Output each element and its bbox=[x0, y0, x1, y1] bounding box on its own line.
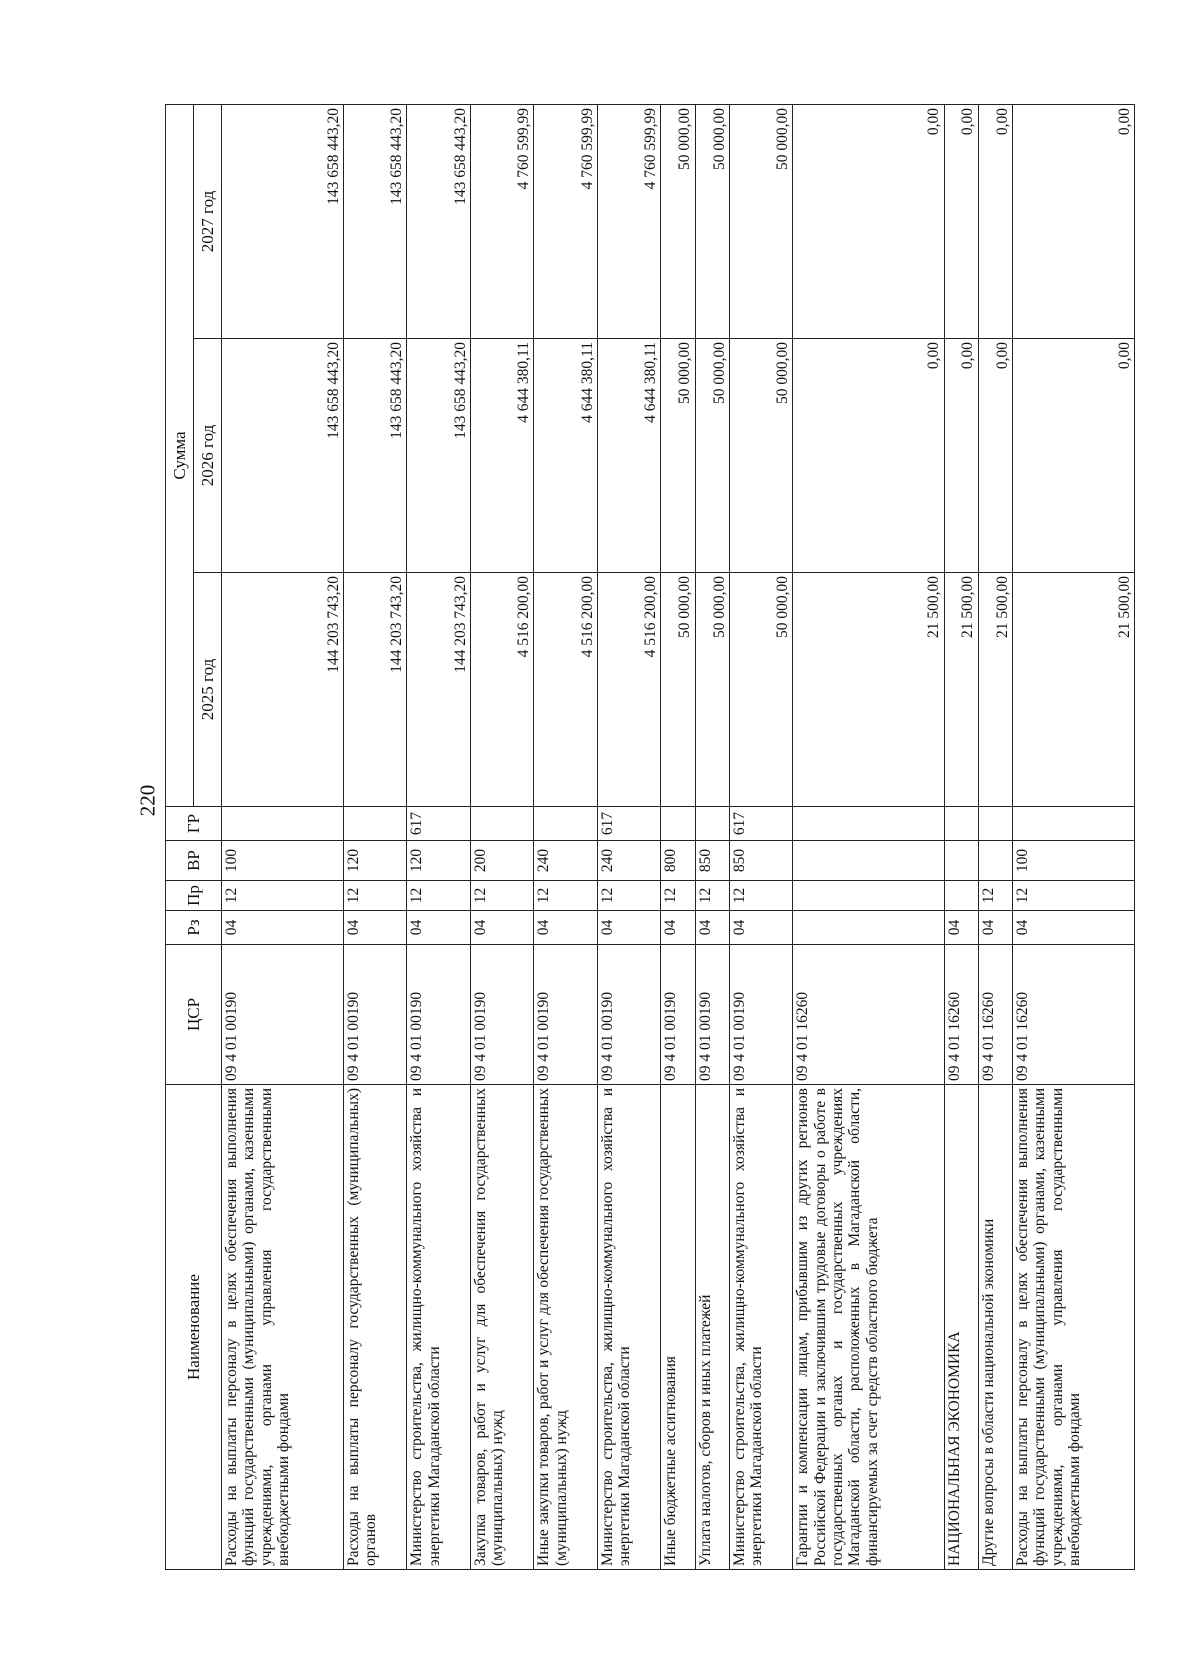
cell-csr: 09 4 01 00190 bbox=[729, 945, 792, 1085]
table-row bbox=[407, 104, 470, 1569]
cell-name: Министерство строительства, жилищно-коммунального хозяйства и энергетики Магаданской области bbox=[729, 1085, 792, 1570]
cell-amount-2026: 4 644 380,11 bbox=[534, 339, 597, 573]
cell-amount-2026: 0,00 bbox=[978, 339, 1012, 573]
cell-gr: 617 bbox=[407, 807, 470, 841]
header-name: Наименование bbox=[166, 1085, 222, 1570]
cell-name: НАЦИОНАЛЬНАЯ ЭКОНОМИКА bbox=[944, 1085, 978, 1570]
cell-amount-2025: 144 203 743,20 bbox=[343, 573, 406, 807]
cell-csr: 09 4 01 00190 bbox=[470, 945, 533, 1085]
cell-pr bbox=[944, 881, 978, 911]
table-row bbox=[944, 104, 978, 1569]
cell-gr bbox=[1013, 807, 1135, 841]
cell-vr: 850 bbox=[695, 841, 729, 881]
cell-amount-2027: 0,00 bbox=[793, 104, 944, 338]
page-number: 220 bbox=[135, 784, 160, 817]
table-row bbox=[695, 104, 729, 1569]
cell-amount-2025: 21 500,00 bbox=[944, 573, 978, 807]
cell-gr: 617 bbox=[729, 807, 792, 841]
cell-amount-2025: 50 000,00 bbox=[695, 573, 729, 807]
header-pr: Пр bbox=[166, 881, 222, 911]
cell-pr: 12 bbox=[222, 881, 344, 911]
cell-name: Гарантии и компенсации лицам, прибывшим из других регионов Российской Федерации и заключившим трудовые договоры о работе в государственных органах и государственных учреждениях Магаданской области, расположенных в Магаданской области, финансируемых за счет средств областного бюджета bbox=[793, 1085, 944, 1570]
header-vr: ВР bbox=[166, 841, 222, 881]
cell-amount-2026: 4 644 380,11 bbox=[470, 339, 533, 573]
cell-amount-2025: 4 516 200,00 bbox=[534, 573, 597, 807]
cell-amount-2027: 143 658 443,20 bbox=[407, 104, 470, 338]
cell-rz: 04 bbox=[222, 911, 344, 945]
cell-name: Иные бюджетные ассигнования bbox=[661, 1085, 695, 1570]
cell-amount-2026: 50 000,00 bbox=[661, 339, 695, 573]
cell-csr: 09 4 01 00190 bbox=[534, 945, 597, 1085]
cell-rz: 04 bbox=[534, 911, 597, 945]
cell-amount-2027: 50 000,00 bbox=[729, 104, 792, 338]
cell-csr: 09 4 01 16260 bbox=[978, 945, 1012, 1085]
cell-rz: 04 bbox=[470, 911, 533, 945]
cell-pr: 12 bbox=[407, 881, 470, 911]
cell-amount-2026: 50 000,00 bbox=[729, 339, 792, 573]
cell-amount-2027: 143 658 443,20 bbox=[343, 104, 406, 338]
cell-pr: 12 bbox=[661, 881, 695, 911]
cell-vr bbox=[944, 841, 978, 881]
cell-pr: 12 bbox=[343, 881, 406, 911]
cell-amount-2025: 144 203 743,20 bbox=[407, 573, 470, 807]
cell-amount-2027: 50 000,00 bbox=[695, 104, 729, 338]
table-row bbox=[222, 104, 344, 1569]
cell-amount-2027: 4 760 599,99 bbox=[597, 104, 660, 338]
cell-amount-2025: 50 000,00 bbox=[729, 573, 792, 807]
cell-vr: 850 bbox=[729, 841, 792, 881]
header-csr: ЦСР bbox=[166, 945, 222, 1085]
table-row bbox=[793, 104, 944, 1569]
cell-vr: 800 bbox=[661, 841, 695, 881]
cell-amount-2027: 0,00 bbox=[944, 104, 978, 338]
cell-name: Иные закупки товаров, работ и услуг для обеспечения государственных (муниципальных) нужд bbox=[534, 1085, 597, 1570]
table-row bbox=[661, 104, 695, 1569]
cell-vr: 120 bbox=[407, 841, 470, 881]
cell-amount-2025: 21 500,00 bbox=[978, 573, 1012, 807]
table-row bbox=[470, 104, 533, 1569]
cell-pr: 12 bbox=[695, 881, 729, 911]
cell-rz: 04 bbox=[978, 911, 1012, 945]
table-row bbox=[729, 104, 792, 1569]
cell-vr: 240 bbox=[597, 841, 660, 881]
header-gr: ГР bbox=[166, 807, 222, 841]
cell-name: Закупка товаров, работ и услуг для обеспечения государственных (муниципальных) нужд bbox=[470, 1085, 533, 1570]
cell-pr: 12 bbox=[470, 881, 533, 911]
cell-amount-2025: 21 500,00 bbox=[793, 573, 944, 807]
cell-amount-2027: 143 658 443,20 bbox=[222, 104, 344, 338]
cell-name: Расходы на выплаты персоналу государственных (муниципальных) органов bbox=[343, 1085, 406, 1570]
cell-amount-2026: 0,00 bbox=[1013, 339, 1135, 573]
cell-vr: 100 bbox=[222, 841, 344, 881]
cell-amount-2025: 50 000,00 bbox=[661, 573, 695, 807]
table-row bbox=[343, 104, 406, 1569]
cell-rz bbox=[793, 911, 944, 945]
cell-gr: 617 bbox=[597, 807, 660, 841]
cell-amount-2026: 143 658 443,20 bbox=[407, 339, 470, 573]
cell-amount-2026: 50 000,00 bbox=[695, 339, 729, 573]
budget-table bbox=[165, 104, 1135, 1570]
table-row bbox=[1013, 104, 1135, 1569]
cell-gr bbox=[534, 807, 597, 841]
cell-amount-2025: 21 500,00 bbox=[1013, 573, 1135, 807]
cell-gr bbox=[978, 807, 1012, 841]
cell-rz: 04 bbox=[343, 911, 406, 945]
table-row bbox=[597, 104, 660, 1569]
cell-gr bbox=[222, 807, 344, 841]
cell-rz: 04 bbox=[1013, 911, 1135, 945]
cell-amount-2026: 143 658 443,20 bbox=[343, 339, 406, 573]
cell-pr bbox=[793, 881, 944, 911]
cell-name: Министерство строительства, жилищно-коммунального хозяйства и энергетики Магаданской области bbox=[597, 1085, 660, 1570]
cell-vr bbox=[793, 841, 944, 881]
cell-amount-2025: 144 203 743,20 bbox=[222, 573, 344, 807]
cell-vr: 200 bbox=[470, 841, 533, 881]
cell-pr: 12 bbox=[978, 881, 1012, 911]
cell-csr: 09 4 01 00190 bbox=[407, 945, 470, 1085]
header-sum: Сумма bbox=[166, 104, 194, 806]
cell-amount-2025: 4 516 200,00 bbox=[470, 573, 533, 807]
cell-csr: 09 4 01 00190 bbox=[222, 945, 344, 1085]
cell-amount-2027: 0,00 bbox=[1013, 104, 1135, 338]
cell-pr: 12 bbox=[1013, 881, 1135, 911]
cell-vr: 120 bbox=[343, 841, 406, 881]
cell-gr bbox=[343, 807, 406, 841]
header-year-2026: 2026 год bbox=[194, 339, 222, 573]
cell-pr: 12 bbox=[597, 881, 660, 911]
cell-vr bbox=[978, 841, 1012, 881]
rotated-page bbox=[165, 105, 1135, 1570]
cell-csr: 09 4 01 00190 bbox=[661, 945, 695, 1085]
cell-name: Министерство строительства, жилищно-коммунального хозяйства и энергетики Магаданской области bbox=[407, 1085, 470, 1570]
cell-gr bbox=[695, 807, 729, 841]
cell-name: Расходы на выплаты персоналу в целях обеспечения выполнения функций государственными (муниципальными) органами, казенными учреждениями, органами управления государственными внебюджетными фондами bbox=[1013, 1085, 1135, 1570]
cell-amount-2026: 0,00 bbox=[944, 339, 978, 573]
cell-amount-2026: 143 658 443,20 bbox=[222, 339, 344, 573]
cell-amount-2027: 0,00 bbox=[978, 104, 1012, 338]
cell-csr: 09 4 01 00190 bbox=[343, 945, 406, 1085]
cell-gr bbox=[661, 807, 695, 841]
cell-gr bbox=[793, 807, 944, 841]
cell-csr: 09 4 01 16260 bbox=[944, 945, 978, 1085]
cell-name: Уплата налогов, сборов и иных платежей bbox=[695, 1085, 729, 1570]
header-rz: Рз bbox=[166, 911, 222, 945]
cell-csr: 09 4 01 16260 bbox=[793, 945, 944, 1085]
table-header bbox=[166, 104, 222, 1569]
header-year-2027: 2027 год bbox=[194, 104, 222, 338]
cell-amount-2026: 0,00 bbox=[793, 339, 944, 573]
cell-csr: 09 4 01 16260 bbox=[1013, 945, 1135, 1085]
cell-pr: 12 bbox=[534, 881, 597, 911]
table-row bbox=[534, 104, 597, 1569]
cell-pr: 12 bbox=[729, 881, 792, 911]
cell-amount-2027: 4 760 599,99 bbox=[470, 104, 533, 338]
cell-csr: 09 4 01 00190 bbox=[695, 945, 729, 1085]
header-year-2025: 2025 год bbox=[194, 573, 222, 807]
cell-gr bbox=[470, 807, 533, 841]
cell-amount-2027: 50 000,00 bbox=[661, 104, 695, 338]
cell-gr bbox=[944, 807, 978, 841]
cell-rz: 04 bbox=[407, 911, 470, 945]
cell-name: Расходы на выплаты персоналу в целях обеспечения выполнения функций государственными (муниципальными) органами, казенными учреждениями, органами управления государственными внебюджетными фондами bbox=[222, 1085, 344, 1570]
table-body bbox=[222, 104, 1135, 1569]
cell-name: Другие вопросы в области национальной экономики bbox=[978, 1085, 1012, 1570]
table-row bbox=[978, 104, 1012, 1569]
cell-rz: 04 bbox=[661, 911, 695, 945]
cell-rz: 04 bbox=[695, 911, 729, 945]
cell-rz: 04 bbox=[729, 911, 792, 945]
cell-amount-2027: 4 760 599,99 bbox=[534, 104, 597, 338]
cell-vr: 100 bbox=[1013, 841, 1135, 881]
cell-vr: 240 bbox=[534, 841, 597, 881]
cell-rz: 04 bbox=[597, 911, 660, 945]
cell-amount-2026: 4 644 380,11 bbox=[597, 339, 660, 573]
cell-rz: 04 bbox=[944, 911, 978, 945]
cell-amount-2025: 4 516 200,00 bbox=[597, 573, 660, 807]
cell-csr: 09 4 01 00190 bbox=[597, 945, 660, 1085]
